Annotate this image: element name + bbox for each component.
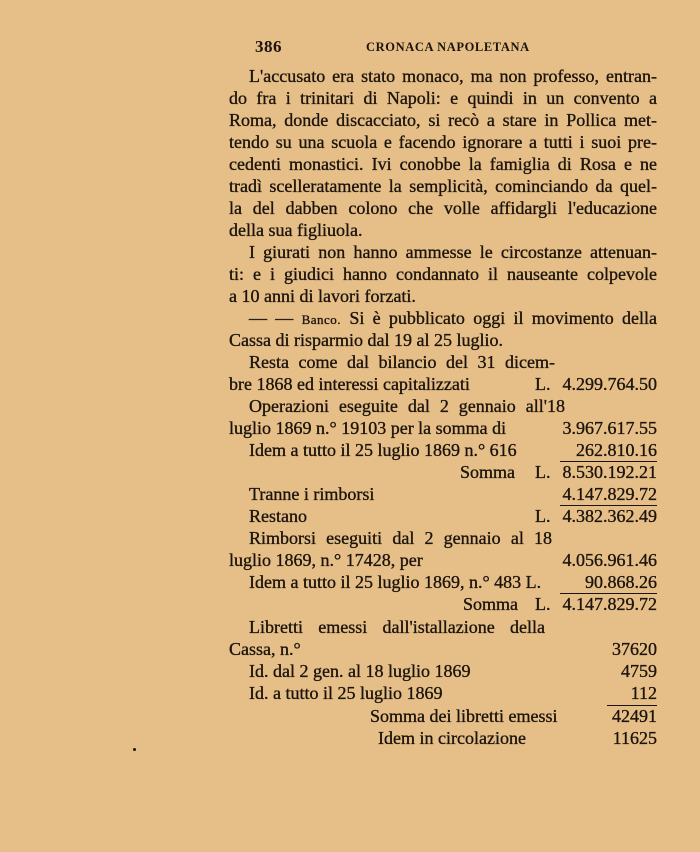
ledger-row [229, 549, 657, 571]
text-line: I giurati non hanno ammesse le circostanze attenuan- [249, 242, 657, 262]
section-dashes: — — [249, 308, 294, 328]
text-line: a 10 anni di lavori forzati. [229, 286, 416, 306]
libretti-row [229, 682, 657, 704]
ledger-amount: 3.967.617.55 [562, 418, 657, 438]
page-number: 386 [255, 37, 282, 56]
libretti-label: Id. dal 2 gen. al 18 luglio 1869 [249, 661, 471, 681]
ledger-row-sum [229, 461, 657, 483]
ledger-amount: 262.810.16 [576, 440, 657, 460]
ledger-row [229, 417, 657, 439]
ledger-label: Restano [249, 506, 307, 526]
libretti-row [229, 638, 657, 660]
ledger-row [229, 373, 657, 395]
text-line: la del dabben colono che volle affidargli l'educazione [229, 198, 657, 218]
ledger-label: Idem a tutto il 25 luglio 1869, n.° 483 L. [249, 572, 542, 592]
libretti-count: 42491 [607, 705, 657, 726]
ledger-label: Idem a tutto il 25 luglio 1869 n.° 616 [249, 440, 517, 460]
currency: L. [535, 594, 551, 614]
ledger-row [229, 505, 657, 527]
ledger-label: luglio 1869, n.° 17428, per [229, 550, 423, 570]
text-line [229, 307, 657, 329]
ledger-amount: 4.056.961.46 [562, 550, 657, 570]
ledger-line: Operazioni eseguite dal 2 gennaio all'18 [249, 396, 565, 416]
libretti-label: Somma dei libretti emessi [370, 706, 558, 726]
text-line: tradì scelleratamente la semplicità, cominciando da quel- [229, 176, 657, 196]
ledger-line: Libretti emessi dall'istallazione della [249, 617, 545, 637]
libretti-label: Id. a tutto il 25 luglio 1869 [249, 683, 443, 703]
text-line: Roma, donde discacciato, si recò a stare in Pollica met- [229, 110, 657, 130]
text-span: Si è pubblicato oggi il movimento della [349, 308, 657, 328]
libretti-count: 112 [630, 683, 657, 703]
currency: L. [535, 462, 551, 482]
currency: L. [535, 506, 551, 526]
ledger-line: Resta come dal bilancio del 31 dicem- [249, 352, 555, 372]
libretti-count: 37620 [612, 639, 657, 659]
ledger-line: Rimborsi eseguiti dal 2 gennaio al 18 [249, 528, 552, 548]
ledger-amount: 4.147.829.72 [562, 484, 657, 504]
ledger-amount: 90.868.26 [585, 572, 657, 592]
libretti-count: 4759 [621, 661, 657, 681]
libretti-count: 11625 [612, 728, 657, 748]
ledger-label: Tranne i rimborsi [249, 484, 375, 504]
running-title: CRONACA NAPOLETANA [366, 40, 530, 54]
text-line: Cassa di risparmio dal 19 al 25 luglio. [229, 330, 503, 350]
text-line: L'accusato era stato monaco, ma non professo, entran- [249, 66, 657, 86]
text-line: ti: e i giudici hanno condannato il nauseante colpevole [229, 264, 657, 284]
ledger-label: bre 1868 ed interessi capitalizzati [229, 374, 470, 394]
ink-speck [133, 748, 136, 751]
sum-amount: 8.530.192.21 [560, 461, 657, 482]
text-line: tendo su una scuola e facendo ignorare a tutti i suoi pre- [229, 132, 657, 152]
libretti-row [229, 660, 657, 682]
ledger-amount: 4.382.362.49 [560, 505, 657, 526]
sum-amount: 4.147.829.72 [560, 593, 657, 614]
sum-label: Somma [463, 594, 519, 614]
libretti-label: Cassa, n.° [229, 639, 301, 659]
libretti-row-sum [229, 705, 657, 727]
ledger-row [229, 571, 657, 593]
ledger-label: luglio 1869 n.° 19103 per la somma di [229, 418, 507, 438]
ledger-row [229, 439, 657, 461]
text-line: cedenti monastici. Ivi conobbe la famiglia di Rosa e ne [229, 154, 657, 174]
sum-label: Somma [460, 462, 516, 482]
libretti-label: Idem in circolazione [378, 728, 526, 748]
libretti-row [229, 727, 657, 749]
section-heading: Banco. [301, 312, 342, 327]
ledger-row [229, 483, 657, 505]
ledger-amount: 4.299.764.50 [562, 374, 657, 394]
ledger-row-sum [229, 593, 657, 615]
text-line: do fra i trinitari di Napoli: e quindi in un convento a [229, 88, 657, 108]
text-line: della sua figliuola. [229, 220, 363, 240]
currency: L. [535, 374, 551, 394]
